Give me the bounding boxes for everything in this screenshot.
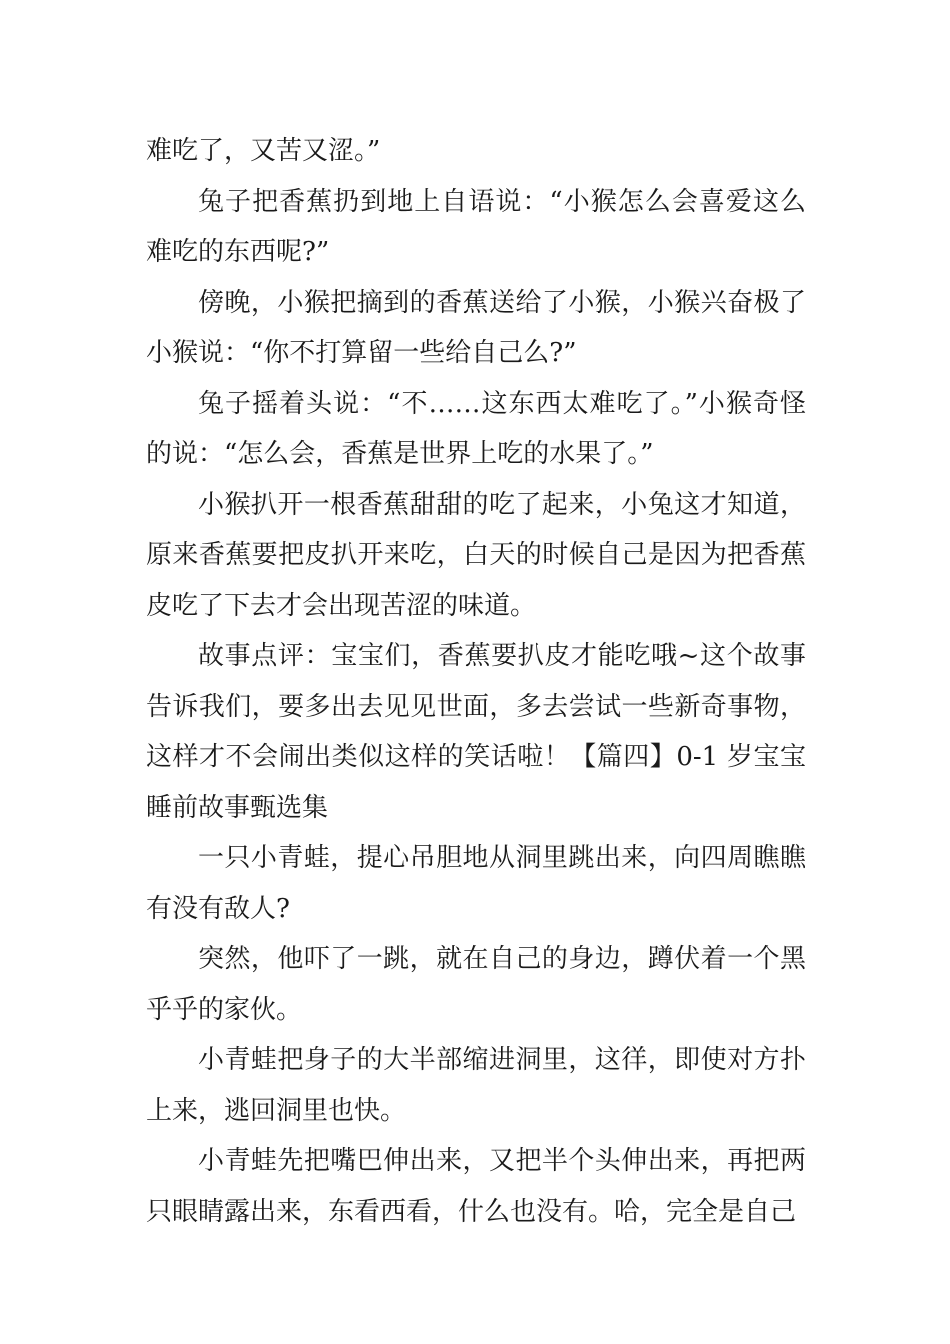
document-body (146, 126, 806, 1237)
paragraph: 兔子把香蕉扔到地上自语说：“小猴怎么会喜爱这么难吃的东西呢?” (146, 186, 806, 267)
paragraph: 傍晚，小猴把摘到的香蕉送给了小猴，小猴兴奋极了小猴说：“你不打算留一些给自己么?” (146, 287, 806, 368)
paragraph: 突然，他吓了一跳，就在自己的身边，蹲伏着一个黑乎乎的家伙。 (146, 944, 806, 1025)
paragraph: 小青蛙先把嘴巴伸出来，又把半个头伸出来，再把两只眼睛露出来，东看西看，什么也没有。哈，完全是自己 (146, 1146, 806, 1227)
paragraph: 一只小青蛙，提心吊胆地从洞里跳出来，向四周瞧瞧有没有敌人? (146, 843, 806, 924)
paragraph: 小青蛙把身子的大半部缩进洞里，这徉，即使对方扑上来，逃回洞里也快。 (146, 1045, 806, 1126)
paragraph-continuation: 难吃了，又苦又涩。” (146, 136, 381, 166)
paragraph-story-comment: 故事点评：宝宝们，香蕉要扒皮才能吃哦~这个故事告诉我们，要多出去见见世面，多去尝试一些新奇事物，这样才不会闹出类似这样的笑话啦！【篇四】0-1 岁宝宝睡前故事甄选集 (146, 641, 806, 823)
paragraph: 兔子摇着头说：“不……这东西太难吃了。”小猴奇怪的说：“怎么会，香蕉是世界上吃的水果了。” (146, 388, 806, 469)
paragraph: 小猴扒开一根香蕉甜甜的吃了起来，小兔这才知道，原来香蕉要把皮扒开来吃，白天的时候自己是因为把香蕉皮吃了下去才会出现苦涩的味道。 (146, 489, 806, 621)
